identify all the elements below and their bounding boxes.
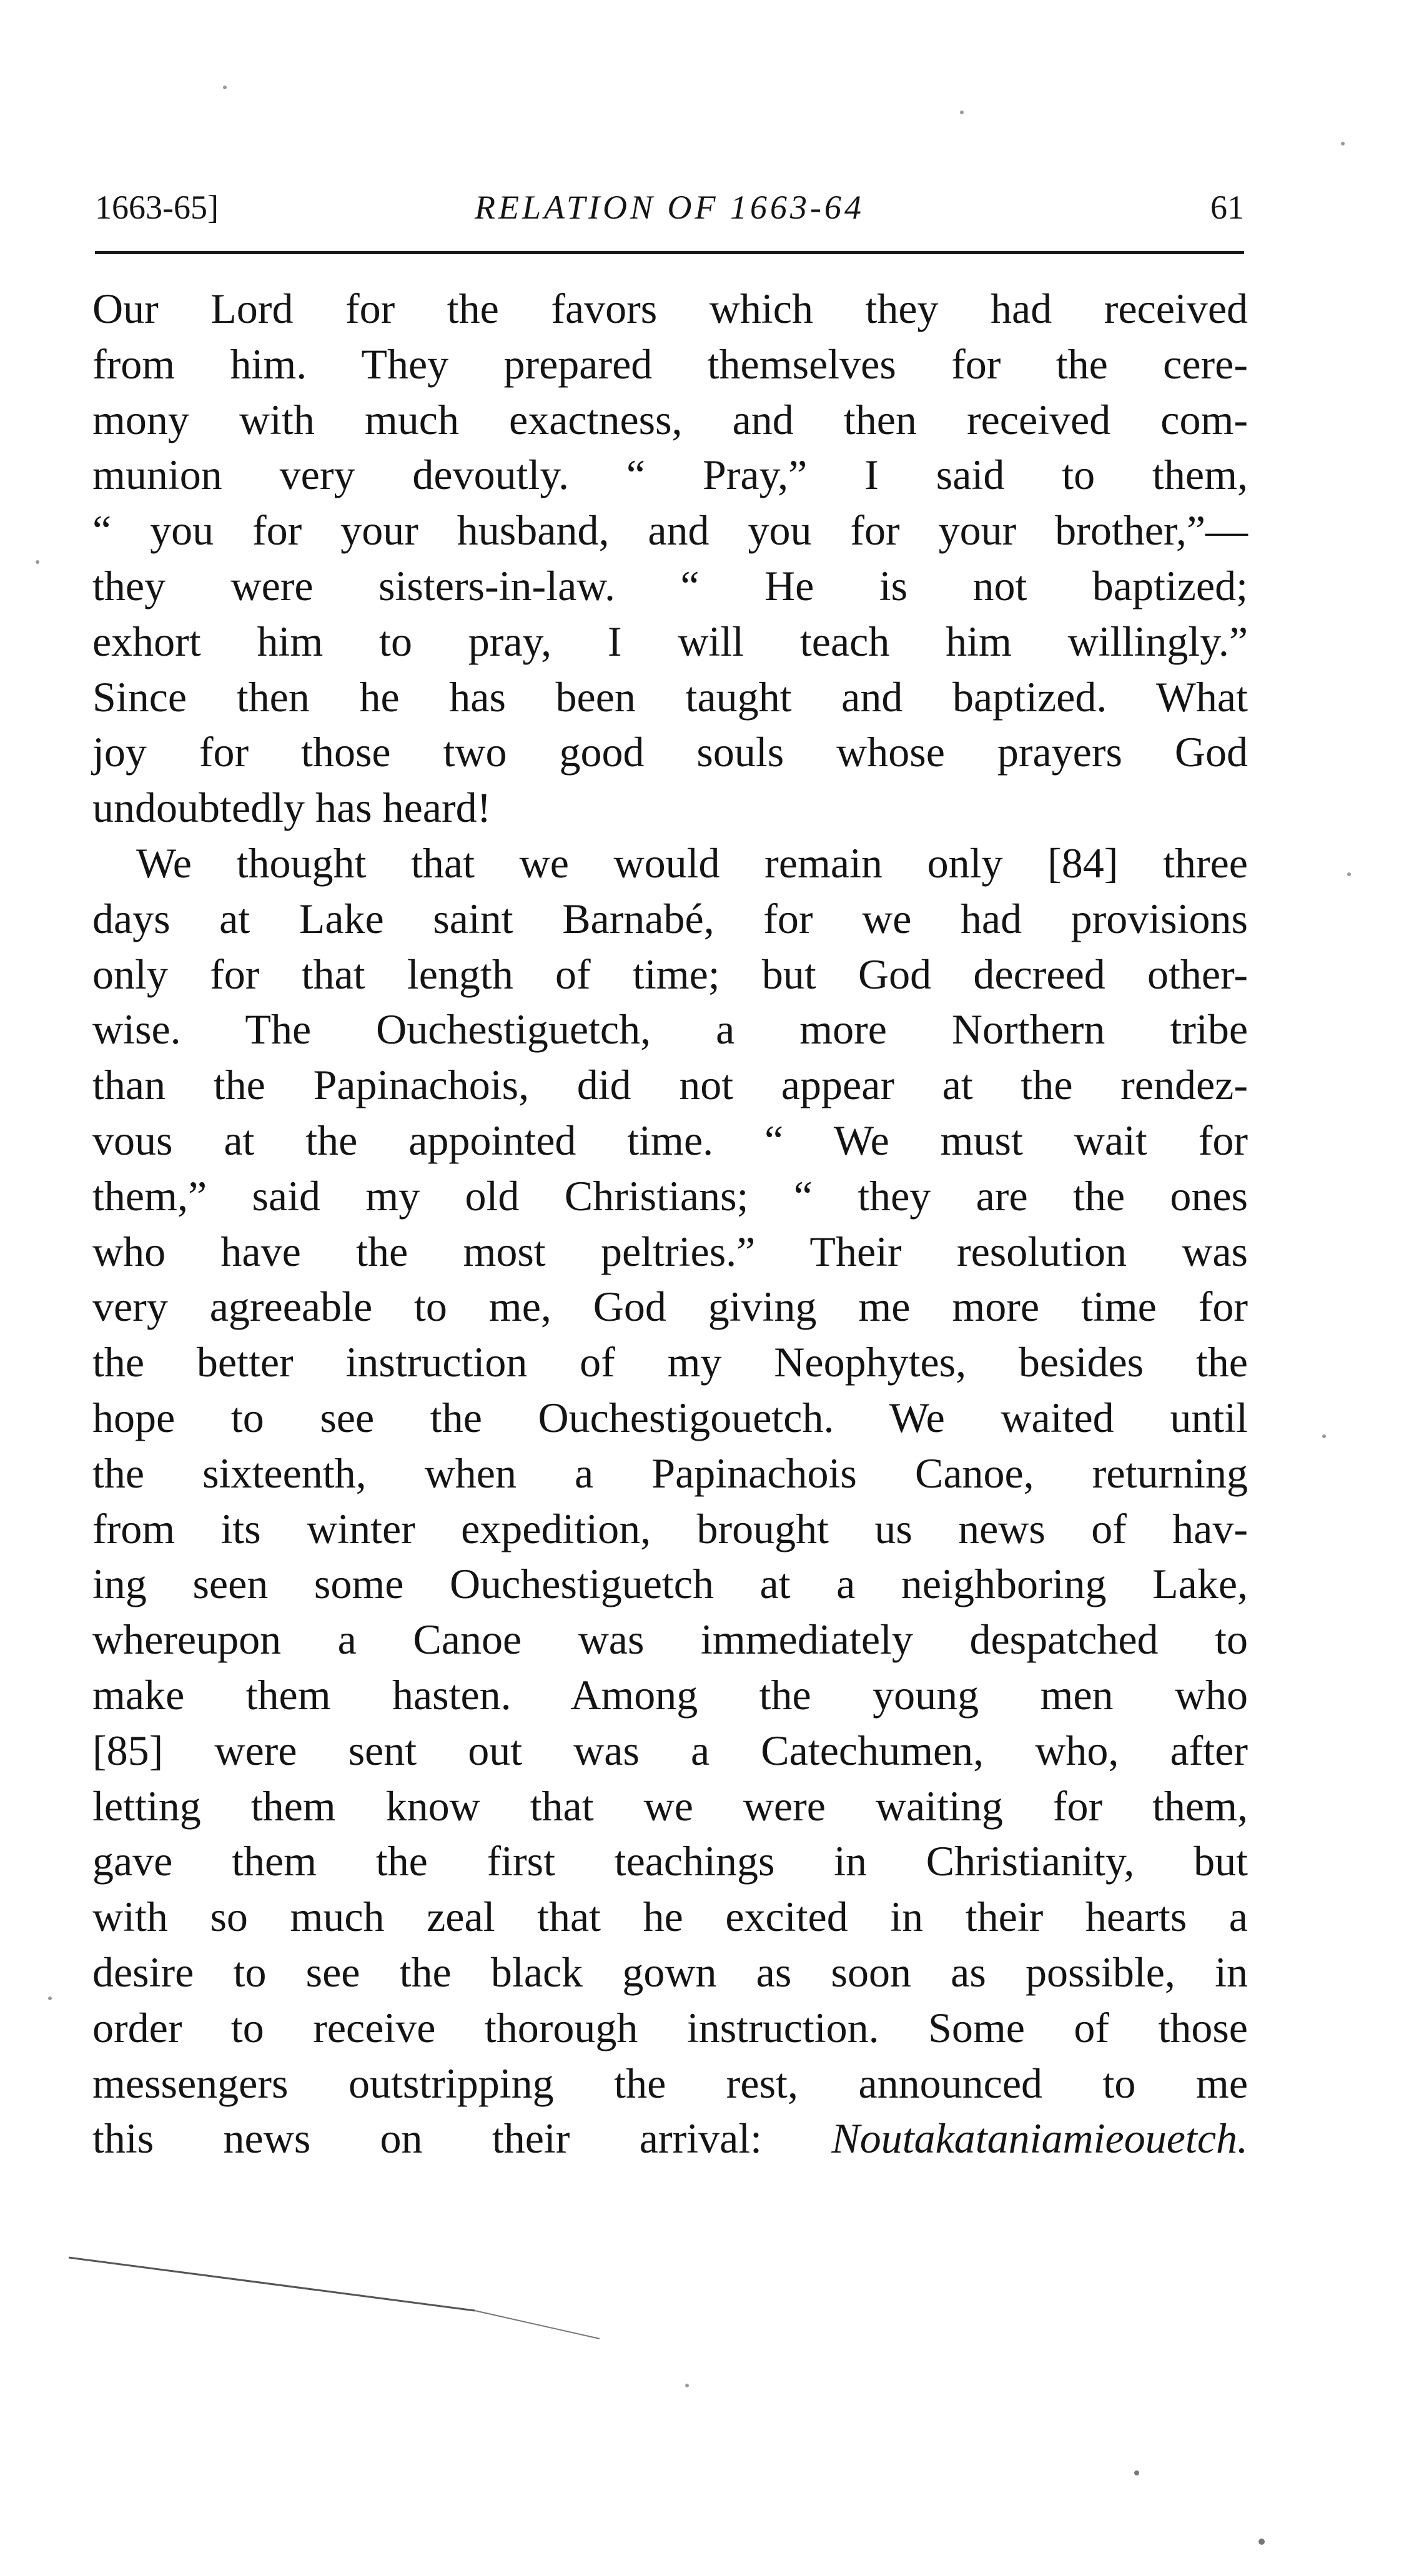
text-line: Our Lord for the favors which they had received <box>92 285 1248 332</box>
scan-speck <box>1322 1434 1326 1438</box>
scan-speck <box>1134 2470 1139 2475</box>
header-title: RELATION OF 1663-64 <box>475 189 864 226</box>
text-line: Since then he has been taught and baptized. What <box>92 673 1248 721</box>
text-line: order to receive thorough instruction. Some of those <box>92 2003 1248 2051</box>
text-line: exhort him to pray, I will teach him willingly.” <box>92 617 1248 665</box>
text-line: the sixteenth, when a Papinachois Canoe, returning <box>92 1449 1248 1497</box>
text-line: vous at the appointed time. “ We must wait for <box>92 1116 1248 1164</box>
text-line: them,” said my old Christians; “ they are the ones <box>92 1172 1248 1220</box>
text-line: days at Lake saint Barnabé, for we had provisions <box>92 894 1248 942</box>
text-line: who have the most peltries.” Their resolution was <box>92 1227 1248 1275</box>
final-line-text: this news on their arrival: <box>92 2115 763 2163</box>
text-line: very agreeable to me, God giving me more time for <box>92 1283 1248 1331</box>
text-line: undoubtedly has heard! <box>92 784 492 832</box>
header-date-range: 1663-65] <box>95 189 219 226</box>
text-line: [85] were sent out was a Catechumen, who, after <box>92 1726 1248 1774</box>
text-line: hope to see the Ouchestigouetch. We waited until <box>92 1393 1248 1441</box>
text-line: munion very devoutly. “ Pray,” I said to them, <box>92 451 1248 499</box>
text-line: whereupon a Canoe was immediately despatched to <box>92 1616 1248 1664</box>
text-line: letting them know that we were waiting for them, <box>92 1782 1248 1830</box>
native-word-italic: Noutakataniamieouetch. <box>831 2115 1248 2163</box>
scan-speck <box>685 2384 689 2387</box>
scan-speck <box>1258 2539 1265 2545</box>
scan-speck <box>960 111 964 114</box>
text-line: messengers outstripping the rest, announced to me <box>92 2059 1248 2107</box>
text-line: joy for those two good souls whose prayers God <box>92 728 1248 776</box>
scan-streak <box>69 2258 475 2311</box>
text-line: the better instruction of my Neophytes, besides the <box>92 1338 1248 1386</box>
text-line: make them hasten. Among the young men who <box>92 1670 1248 1719</box>
scan-speck <box>48 1996 52 2000</box>
text-line: mony with much exactness, and then received com- <box>92 395 1248 443</box>
text-line: than the Papinachois, did not appear at the rendez- <box>92 1061 1248 1109</box>
text-line: “ you for your husband, and you for your brother,”— <box>92 506 1248 555</box>
scan-streak <box>475 2311 600 2339</box>
text-line: only for that length of time; but God decreed other- <box>92 950 1248 998</box>
text-line: ing seen some Ouchestiguetch at a neighboring Lake, <box>92 1560 1248 1608</box>
scan-speck <box>1347 872 1351 876</box>
text-line: wise. The Ouchestiguetch, a more Northern tribe <box>92 1005 1248 1054</box>
text-line: from its winter expedition, brought us news of hav- <box>92 1504 1248 1552</box>
scan-speck <box>1341 142 1345 146</box>
text-line: from him. They prepared themselves for the cere- <box>92 340 1248 388</box>
text-line: they were sisters-in-law. “ He is not baptized; <box>92 561 1248 609</box>
text-line: with so much zeal that he excited in their hearts a <box>92 1893 1248 1941</box>
scan-speck <box>223 86 227 89</box>
text-line: We thought that we would remain only [84] three <box>136 839 1248 887</box>
page-number: 61 <box>1210 189 1244 226</box>
text-line: desire to see the black gown as soon as possible, in <box>92 1948 1248 1996</box>
text-line: gave them the first teachings in Christianity, but <box>92 1837 1248 1885</box>
scan-speck <box>36 560 39 564</box>
